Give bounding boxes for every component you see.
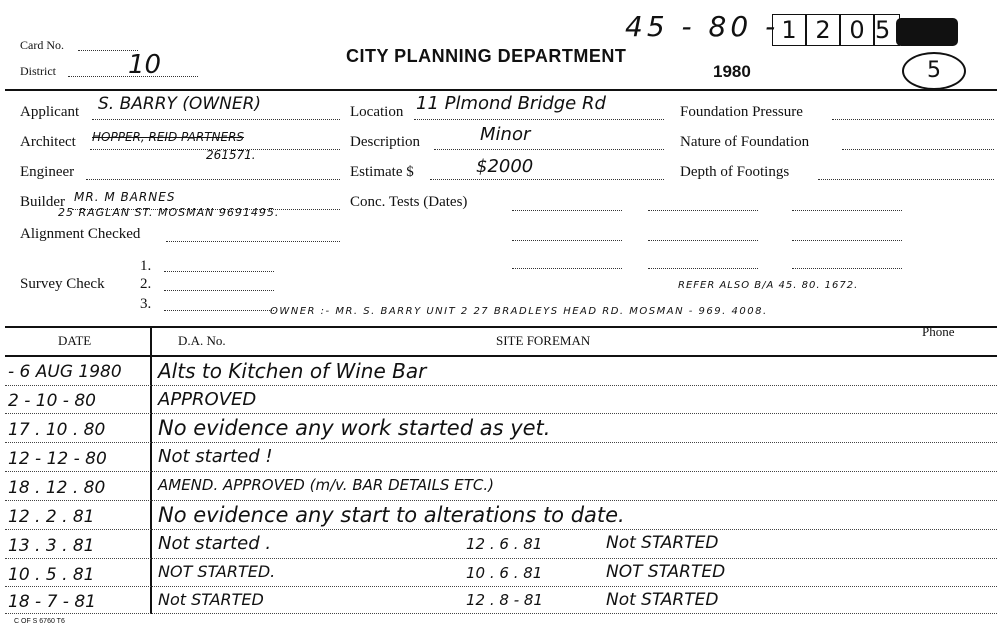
nature-foundation-line xyxy=(842,149,994,150)
log-date: - 6 AUG 1980 xyxy=(8,362,122,382)
header-rule xyxy=(5,89,997,91)
engineer-line xyxy=(86,179,340,180)
log-date: 2 - 10 - 80 xyxy=(8,391,96,411)
log-entry: Alts to Kitchen of Wine Bar xyxy=(158,359,427,383)
survey-item-2: 2. xyxy=(140,276,152,292)
row-separator xyxy=(5,500,997,501)
log-entry: Not started ! xyxy=(158,446,273,467)
file-box-4: 5 xyxy=(874,14,900,46)
description-line xyxy=(434,149,664,150)
log-date: 10 . 5 . 81 xyxy=(8,565,95,585)
log-date: 18 - 7 - 81 xyxy=(8,592,96,612)
engineer-label: Engineer xyxy=(20,164,75,180)
architect-value: HOPPER, REID PARTNERS xyxy=(92,130,245,144)
right-line-3b xyxy=(792,268,902,269)
col-foreman-header: SITE FOREMAN xyxy=(496,333,591,348)
survey-item-3: 3. xyxy=(140,296,152,312)
owner-note: OWNER :- MR. S. BARRY UNIT 2 27 BRADLEYS HEAD RD. MOSMAN - 969. 4008. xyxy=(270,306,768,317)
alignment-label: Alignment Checked xyxy=(20,226,141,242)
row-separator xyxy=(5,586,997,587)
description-value: Minor xyxy=(480,124,531,145)
log-date: 12 - 12 - 80 xyxy=(8,449,107,469)
log-date: 12 . 2 . 81 xyxy=(8,507,95,527)
applicant-line xyxy=(92,119,340,120)
depth-footings-label: Depth of Footings xyxy=(680,164,790,180)
applicant-label: Applicant xyxy=(20,104,80,120)
builder-value: MR. M BARNES xyxy=(74,190,176,204)
survey-line-2 xyxy=(164,290,274,291)
row-separator xyxy=(5,613,997,614)
right-line-1b xyxy=(792,210,902,211)
conc-line-1 xyxy=(512,210,622,211)
alignment-line xyxy=(166,241,340,242)
survey-line-3 xyxy=(164,310,274,311)
log-header-rule xyxy=(5,355,997,357)
estimate-value: $2000 xyxy=(476,156,534,177)
estimate-line xyxy=(430,179,664,180)
col-da-header: D.A. No. xyxy=(178,333,226,348)
file-prefix: 45 - 80 - xyxy=(625,10,780,43)
log-date-secondary: 10 . 6 . 81 xyxy=(466,564,543,582)
circled-number: 5 xyxy=(902,52,966,90)
log-entry-secondary: Not STARTED xyxy=(606,590,719,610)
col-date-header: DATE xyxy=(58,333,92,348)
log-entry: Not started . xyxy=(158,533,272,554)
row-separator xyxy=(5,385,997,386)
log-date: 18 . 12 . 80 xyxy=(8,478,106,498)
district-label: District xyxy=(20,64,56,78)
architect-label: Architect xyxy=(20,134,76,150)
right-line-1a xyxy=(648,210,758,211)
description-label: Description xyxy=(350,134,420,150)
log-entry: No evidence any work started as yet. xyxy=(158,416,551,440)
log-entry: APPROVED xyxy=(158,389,257,410)
log-entry: NOT STARTED. xyxy=(158,562,276,581)
row-separator xyxy=(5,558,997,559)
log-date-secondary: 12 . 6 . 81 xyxy=(466,535,543,553)
form-code: C OF S 6760 T6 xyxy=(14,618,65,625)
conc-tests-label: Conc. Tests (Dates) xyxy=(350,194,468,210)
foundation-pressure-label: Foundation Pressure xyxy=(680,104,803,120)
foundation-pressure-line xyxy=(832,119,994,120)
card-no-label: Card No. xyxy=(20,38,64,52)
conc-line-3 xyxy=(512,268,622,269)
survey-item-1: 1. xyxy=(140,258,152,274)
log-top-rule xyxy=(5,326,997,328)
file-box-3: 0 xyxy=(840,14,874,46)
row-separator xyxy=(5,529,997,530)
log-date: 13 . 3 . 81 xyxy=(8,536,95,556)
survey-label: Survey Check xyxy=(20,276,105,292)
file-box-2: 2 xyxy=(806,14,840,46)
location-label: Location xyxy=(350,104,404,120)
row-separator xyxy=(5,442,997,443)
redaction-mark xyxy=(896,18,958,46)
builder-address: 25 RAGLAN ST. MOSMAN 9691495. xyxy=(58,206,280,219)
location-line xyxy=(414,119,664,120)
location-value: 11 Plmond Bridge Rd xyxy=(416,93,606,114)
applicant-value: S. BARRY (OWNER) xyxy=(98,94,262,114)
log-date: 17 . 10 . 80 xyxy=(8,420,106,440)
log-entry: Not STARTED xyxy=(158,590,264,609)
nature-foundation-label: Nature of Foundation xyxy=(680,134,810,150)
survey-line-1 xyxy=(164,271,274,272)
depth-footings-line xyxy=(818,179,994,180)
file-box-1: 1 xyxy=(772,14,806,46)
district-value: 10 xyxy=(128,50,162,80)
right-line-2a xyxy=(648,240,758,241)
log-entry: AMEND. APPROVED (m/v. BAR DETAILS ETC.) xyxy=(158,476,494,494)
department-title: CITY PLANNING DEPARTMENT xyxy=(346,46,627,66)
col-phone-header: Phone xyxy=(922,324,955,339)
builder-label: Builder xyxy=(20,194,65,210)
year: 1980 xyxy=(713,62,751,81)
conc-line-2 xyxy=(512,240,622,241)
right-line-2b xyxy=(792,240,902,241)
log-entry-secondary: Not STARTED xyxy=(606,533,719,553)
row-separator xyxy=(5,413,997,414)
log-entry-secondary: NOT STARTED xyxy=(606,562,726,582)
estimate-label: Estimate $ xyxy=(350,164,414,180)
row-separator xyxy=(5,471,997,472)
log-date-secondary: 12 . 8 - 81 xyxy=(466,591,543,609)
log-entry: No evidence any start to alterations to date. xyxy=(158,503,625,527)
architect-phone: 261571. xyxy=(206,148,256,162)
refer-note: REFER ALSO B/A 45. 80. 1672. xyxy=(678,280,859,291)
right-line-3a xyxy=(648,268,758,269)
